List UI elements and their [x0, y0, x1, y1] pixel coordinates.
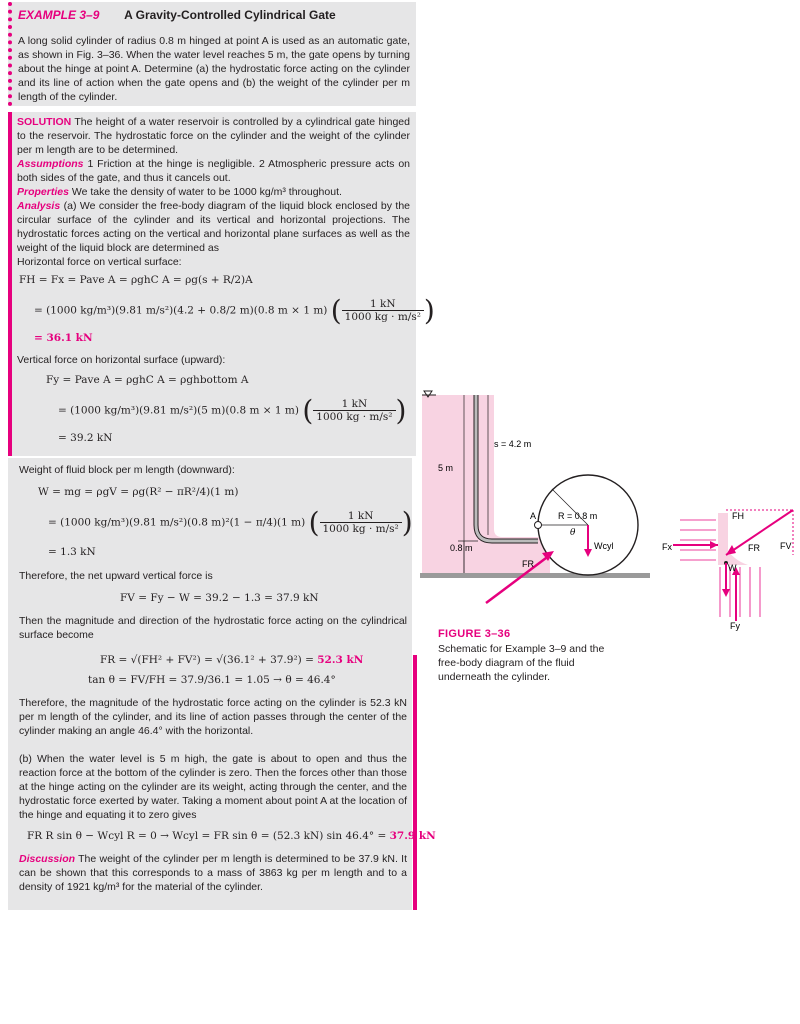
hinge-icon [535, 522, 542, 529]
assumptions-label: Assumptions [17, 158, 84, 170]
vertical-force-label: Vertical force on horizontal surface (upward): [17, 354, 226, 366]
s-label: s = 4.2 m [494, 439, 532, 449]
magnitude-text: Then the magnitude and direction of the hydrostatic force acting on the cylindrical surface become [19, 615, 407, 641]
fv-label: FV [780, 541, 792, 551]
discussion-label: Discussion [19, 853, 76, 865]
fy-label: Fy [730, 621, 740, 631]
solution-panel [8, 112, 435, 456]
ground [420, 573, 650, 578]
figure-3-36 [418, 385, 798, 635]
discussion-text: The weight of the cylinder per m length is determined to be 37.9 kN. It can be shown that this corresponds to a mass of 3863 kg per m length and to a density of 1921 kg/m³ for the material of the cylinder. [19, 853, 408, 893]
figure-caption-text: Schematic for Example 3–9 and the free-body diagram of the fluid underneath the cylinder. [438, 643, 605, 683]
part-b-text: (b) When the water level is 5 m high, the gate is about to open and thus the reaction force at the bottom of the cylinder is zero. Then the forces other than those at the hinge acting on the cylinder are its weight, acting through the center, and the hydrostatic force exerted by water. Taking a moment about point A at the location of the hinge and equating it to zero gives [19, 753, 407, 821]
wcyl-label: Wcyl [594, 541, 614, 551]
hinge-label: A [530, 511, 537, 521]
depth-label: 5 m [438, 463, 454, 473]
fv-equation: FV = Fy − W = 39.2 − 1.3 = 37.9 kN [120, 592, 319, 604]
properties-label: Properties [17, 186, 69, 198]
fh-substitution: = (1000 kg/m³)(9.81 m/s²)(4.2 + 0.8/2 m)(0.8 m × 1 m) ( $\frac{1 kN}{\text{1000 kg · m/s²}}$ ) [34, 294, 435, 327]
w-substitution: = (1000 kg/m³)(9.81 m/s²)(0.8 m)²(1 − π/4)(1 m) ( $\frac{1 kN}{\text{1000 kg · m/s²}}$ ) [48, 506, 413, 539]
example-label: EXAMPLE 3–9 [18, 8, 100, 22]
net-force-label: Therefore, the net upward vertical force is [19, 570, 213, 582]
conclusion-a: Therefore, the magnitude of the hydrostatic force acting on the cylinder is 52.3 kN per m length of the cylinder, and its line of action passes through the center of the cylinder making an angle 46.4° with the horizontal. [19, 697, 407, 737]
properties-text: We take the density of water to be 1000 kg/m³ throughout. [71, 186, 342, 198]
moment-equation: FR R sin θ − Wcyl R = 0 → Wcyl = FR sin θ = (52.3 kN) sin 46.4° = 37.9 kN [27, 830, 436, 842]
example-box [8, 2, 416, 106]
fy-equation: Fy = Pave A = ρghC A = ρghbottom A [46, 374, 249, 386]
accent-bar [413, 655, 417, 910]
w-label: W [728, 563, 737, 573]
water-region [422, 395, 550, 575]
free-body-diagram [662, 510, 793, 631]
theta-label: θ [570, 528, 576, 538]
solution-intro: The height of a water reservoir is controlled by a cylindrical gate hinged to the reservoir. The hydrostatic force on the cylinder and the weight of the cylinder per m length are to be determined. [17, 116, 410, 156]
example-title: A Gravity-Controlled Cylindrical Gate [124, 8, 336, 22]
assumptions-text: 1 Friction at the hinge is negligible. 2 Atmospheric pressure acts on both sides of the gate, and thus it cancels out. [17, 158, 411, 184]
problem-statement: A long solid cylinder of radius 0.8 m hinged at point A is used as an automatic gate, as shown in Fig. 3–36. When the water level reaches 5 m, the gate opens by turning about the hinge at point A. Determine (a) the hydrostatic force acting on the cylinder and its line of action when the gate opens and (b) the weight of the cylinder per m length of the cylinder. [18, 35, 410, 103]
w-equation: W = mg = ρgV = ρg(R² − πR²/4)(1 m) [38, 486, 239, 498]
analysis-label: Analysis [17, 200, 61, 212]
fh-equation: FH = Fx = Pave A = ρghC A = ρg(s + R/2)A [19, 274, 253, 286]
fr-equation: FR = √(FH² + FV²) = √(36.1² + 37.9²) = 52.3 kN [100, 654, 364, 666]
bottom-label: 0.8 m [450, 543, 473, 553]
fy-result: = 39.2 kN [58, 432, 113, 444]
fx-label: Fx [662, 542, 672, 552]
tan-equation: tan θ = FV/FH = 37.9/36.1 = 1.05 → θ = 46.4° [88, 674, 336, 686]
figure-label: FIGURE 3–36 [438, 628, 511, 640]
fh-label: FH [732, 511, 744, 521]
horizontal-force-label: Horizontal force on vertical surface: [17, 256, 182, 268]
fh-result: = 36.1 kN [34, 332, 93, 344]
fr2-label: FR [748, 543, 760, 553]
fy-substitution: = (1000 kg/m³)(9.81 m/s²)(5 m)(0.8 m × 1 m) ( $\frac{1 kN}{\text{1000 kg · m/s²}}$ ) [58, 394, 407, 427]
figure-caption [438, 628, 628, 684]
radius-label: R = 0.8 m [558, 511, 598, 521]
w-result: = 1.3 kN [48, 546, 96, 558]
solution-label: SOLUTION [17, 116, 72, 128]
analysis-text: (a) We consider the free-body diagram of the liquid block enclosed by the circular surface of the cylinder and its vertical and horizontal projections. The hydrostatic forces acting on the vertical and horizontal plane surfaces as well as the weight of the liquid block are determined as [17, 200, 411, 254]
weight-label: Weight of fluid block per m length (downward): [19, 464, 235, 476]
fr-label: FR [522, 559, 534, 569]
